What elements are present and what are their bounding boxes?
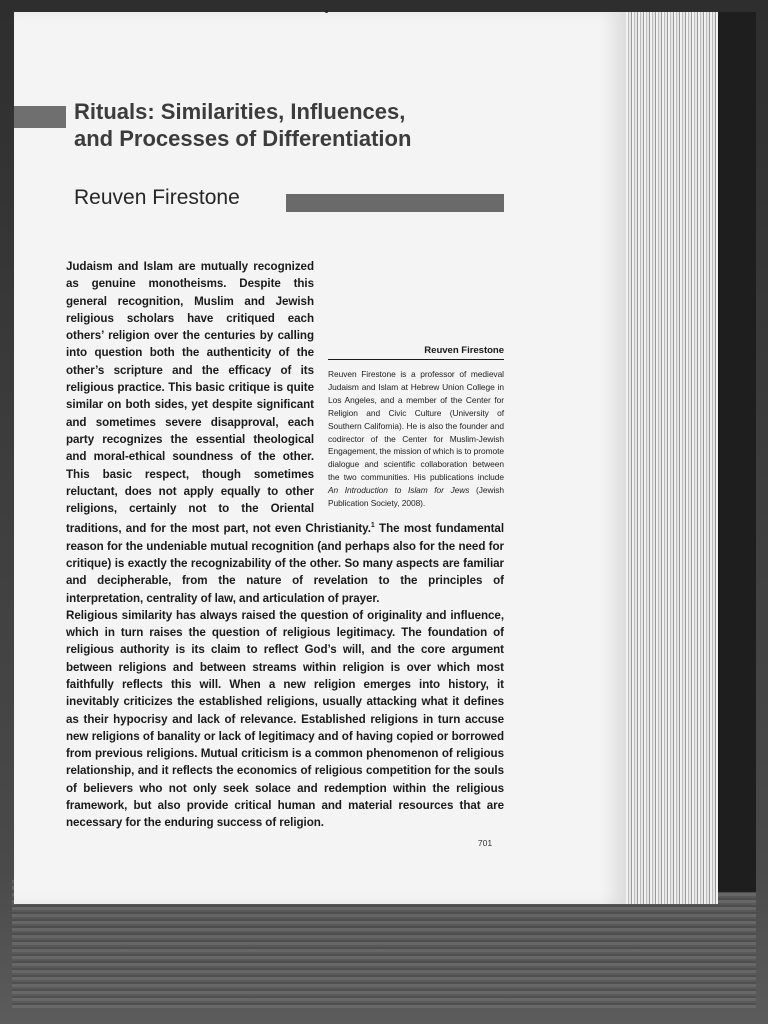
bio-text (328, 368, 504, 510)
page-stack-edges (626, 12, 718, 904)
author-accent-bar (286, 194, 504, 212)
chapter-author: Reuven Firestone (74, 186, 240, 209)
bio-text-main: Reuven Firestone is a professor of medieval Judaism and Islam at Hebrew Union College in Los Angeles, and a member of the Center for Religion and Civic Culture (University of Southern California). He is also the founder and codirector of the Center for Muslim-Jewish Engagement, the mission of which is to promote dialogue and scientific collaboration between the two communities. His publications include (328, 369, 504, 483)
title-accent-bar (14, 106, 66, 128)
paragraph-2: Religious similarity has always raised the question of originality and influence, which in turn raises the question of religious legitimacy. The foundation of religious authority is its claim to reflect God’s will, and the core argument between religions and between streams within religion is over which most faithfully reflects this will. When a new religion emerges into history, it inevitably criticizes the established religions, usually attacking what it defines as their hypocrisy and lack of relevance. Established religions in turn accuse new religions of banality or lack of legitimacy and of having copied or borrowed from previous religions. Mutual criticism is a common phenomenon of religious relationship, and it reflects the economics of religious competition for the souls of believers who not only seek solace and redemption within the religious framework, but also provide critical human and material resources that are necessary for the enduring success of religion. (66, 608, 504, 830)
paragraph-1-part-a: Judaism and Islam are mutually recognized as genuine monotheisms. Despite this general recognition, Muslim and Jewish religious scholars have critiqued each others’ religion over the centuries by calling into question both the authenticity of the other’s scripture and the efficacy of its religious practice. This basic critique is quite similar on both sides, yet despite significant and sometimes severe disapproval, each party recognizes the essential theological and moral-ethical soundness of the other. This basic respect, though sometimes reluctant, does not apply equally to other religions, certainly not to the Oriental traditions, and for the most part, not even Christianity. (66, 260, 371, 536)
page-number: 701 (477, 838, 493, 848)
footnote-ref: 1 (370, 522, 375, 530)
author-bio-box (328, 344, 504, 510)
chapter-title: Rituals: Similarities, Influences, and Processes of Differentiation (74, 99, 412, 151)
scan-speck (325, 10, 328, 13)
paragraph-1-part-b: The most fundamental reason for the undeniable mutual recognition (and perhaps also for the need for critique) is exactly the recognizability of the other. So many aspects are familiar and decipherable, from the nature of revelation to the principles of interpretation, centrality of law, and articulation of prayer. (66, 522, 504, 605)
chapter-body (66, 258, 504, 832)
bio-heading: Reuven Firestone (328, 344, 504, 360)
bio-book-title: An Introduction to Islam for Jews (328, 485, 470, 496)
bio-text-end: (Jewish Publication Society, 2008). (328, 485, 504, 509)
book-edge-shadow (718, 12, 756, 892)
